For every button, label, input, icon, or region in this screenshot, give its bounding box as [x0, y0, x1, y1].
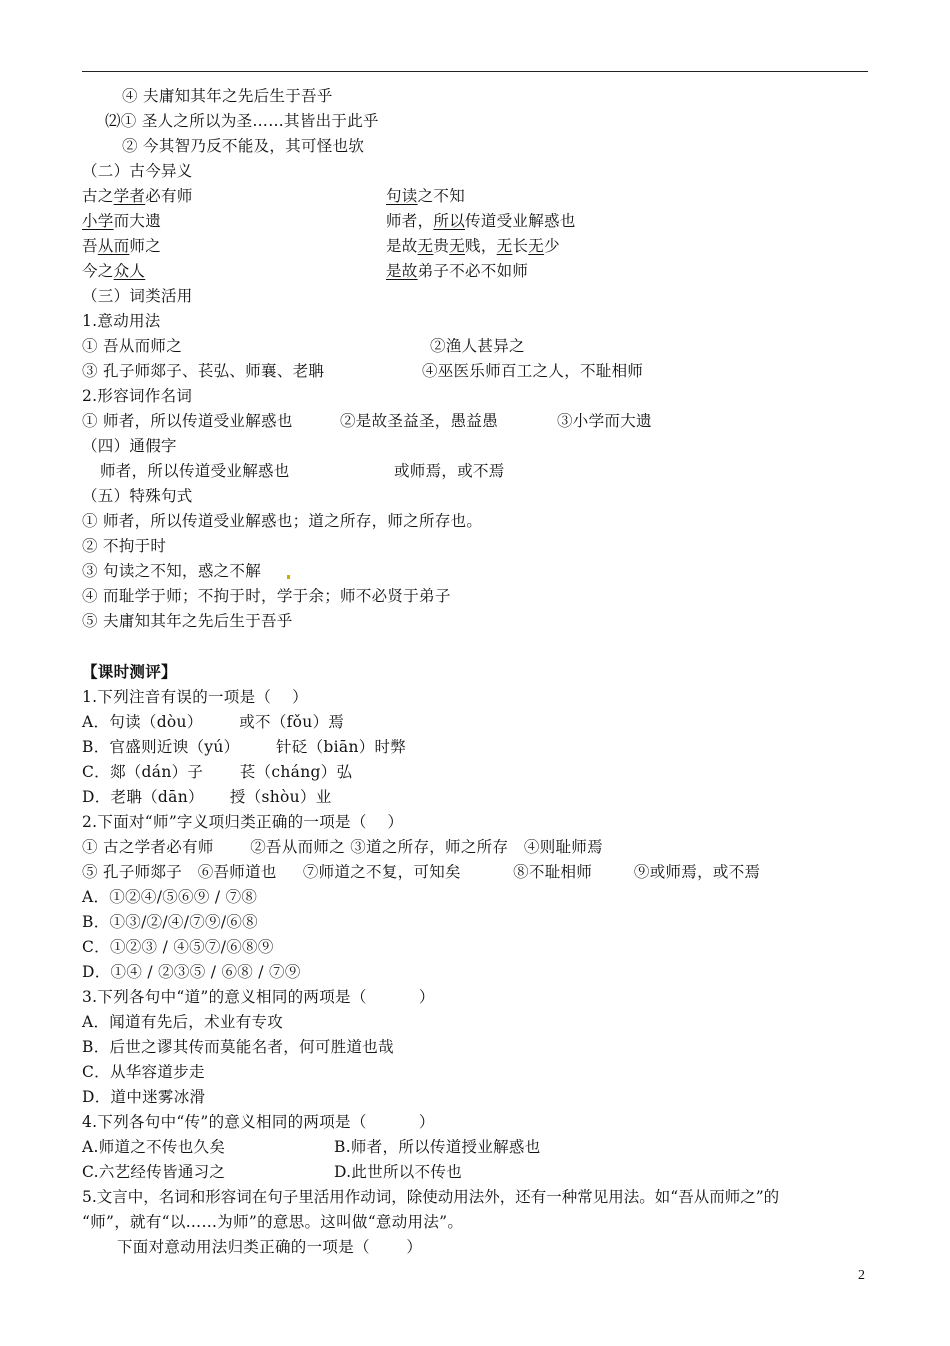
option: B．①③/②/④/⑦⑨/⑥⑧ — [82, 913, 258, 931]
question-4: 4.下列各句中“传”的意义相同的两项是（ ） — [82, 1113, 435, 1131]
option: C.六艺经传皆通习之 — [82, 1163, 226, 1181]
question-1: 1.下列注音有误的一项是（ ） — [82, 688, 308, 706]
option: D.此世所以不传也 — [334, 1163, 463, 1181]
subheading-yidong: 1.意动用法 — [82, 312, 161, 330]
text-line: 下面对意动用法归类正确的一项是（ ） — [117, 1238, 423, 1256]
option: C．①②③ / ④⑤⑦/⑥⑧⑨ — [82, 938, 274, 956]
question-3: 3.下列各句中“道”的意义相同的两项是（ ） — [82, 988, 435, 1006]
text-line: ① 吾从而师之 — [82, 337, 183, 355]
text-line: ⑤ 孔子师郯子 ⑥吾师道也 ⑦师道之不复，可知矣 ⑧不耻相师 ⑨或师焉，或不焉 — [82, 863, 761, 881]
option: A．闻道有先后，术业有专攻 — [82, 1013, 284, 1031]
text-line: ① 古之学者必有师 ②吾从而师之 ③道之所存，师之所存 ④则耻师焉 — [82, 838, 603, 856]
guji-item: 句读之不知 — [386, 187, 466, 205]
guji-item: 吾从而师之 — [82, 237, 162, 255]
section-heading-tongjia: （四）通假字 — [82, 437, 177, 455]
text-line: ③ 孔子师郯子、苌弘、师襄、老聃 — [82, 362, 325, 380]
guji-item: 古之学者必有师 — [82, 187, 193, 205]
text-line: ②渔人甚异之 — [430, 337, 525, 355]
guji-item: 今之众人 — [82, 262, 146, 280]
guji-item: 师者，所以传道受业解惑也 — [386, 212, 576, 230]
text-line: ⑵① 圣人之所以为圣……其皆出于此乎 — [105, 112, 379, 130]
text-line: ① 师者，所以传道受业解惑也 — [82, 412, 293, 430]
option: A.师道之不传也久矣 — [82, 1138, 226, 1156]
option: D．老聃（dān） 授（shòu）业 — [82, 788, 332, 806]
text-line: ②是故圣益圣，愚益愚 — [340, 412, 499, 430]
text-line: ① 师者，所以传道受业解惑也；道之所存，师之所存也。 — [82, 512, 483, 530]
guji-item: 是故无贵无贱，无长无少 — [386, 237, 560, 255]
text-line: 或师焉，或不焉 — [394, 462, 505, 480]
text-line: ③小学而大遗 — [557, 412, 652, 430]
stray-mark — [287, 575, 290, 579]
text-line: ② 今其智乃反不能及，其可怪也欤 — [122, 137, 365, 155]
question-5: 5.文言中，名词和形容词在句子里活用作动词，除使动用法外，还有一种常见用法。如“吾从而师之”的 — [82, 1188, 780, 1206]
text-line: ② 不拘于时 — [82, 537, 167, 555]
text-line: ④巫医乐师百工之人，不耻相师 — [422, 362, 644, 380]
option: A．句读（dòu） 或不（fǒu）焉 — [82, 713, 345, 731]
question-2: 2.下面对“师”字义项归类正确的一项是（ ） — [82, 813, 404, 831]
option: D．①④ / ②③⑤ / ⑥⑧ / ⑦⑨ — [82, 963, 301, 981]
option: B．后世之谬其传而莫能名者，何可胜道也哉 — [82, 1038, 394, 1056]
option: D．道中迷雾冰滑 — [82, 1088, 206, 1106]
section-heading-cilei: （三）词类活用 — [82, 287, 193, 305]
option: B．官盛则近谀（yú） 针砭（biān）时弊 — [82, 738, 407, 756]
guji-item: 是故弟子不必不如师 — [386, 262, 529, 280]
option: A．①②④/⑤⑥⑨ / ⑦⑧ — [82, 888, 258, 906]
header-rule — [82, 71, 868, 72]
page-number: 2 — [858, 1268, 865, 1283]
subheading-xingrong: 2.形容词作名词 — [82, 387, 193, 405]
section-heading-guji: （二）古今异义 — [82, 162, 193, 180]
section-heading-teshu: （五）特殊句式 — [82, 487, 193, 505]
text-line: ④ 而耻学于师；不拘于时，学于余；师不必贤于弟子 — [82, 587, 451, 605]
text-line: 师者，所以传道受业解惑也 — [100, 462, 290, 480]
option: C．郯（dán）子 苌（cháng）弘 — [82, 763, 353, 781]
option: B.师者，所以传道授业解惑也 — [334, 1138, 541, 1156]
test-heading: 【课时测评】 — [82, 662, 177, 681]
text-line: ⑤ 夫庸知其年之先后生于吾乎 — [82, 612, 293, 630]
text-line: “师”，就有“以……为师”的意思。这叫做“意动用法”。 — [82, 1213, 464, 1231]
text-line: ③ 句读之不知，惑之不解 — [82, 562, 262, 580]
option: C．从华容道步走 — [82, 1063, 205, 1081]
guji-item: 小学而大遗 — [82, 212, 162, 230]
text-line: ④ 夫庸知其年之先后生于吾乎 — [122, 87, 333, 105]
